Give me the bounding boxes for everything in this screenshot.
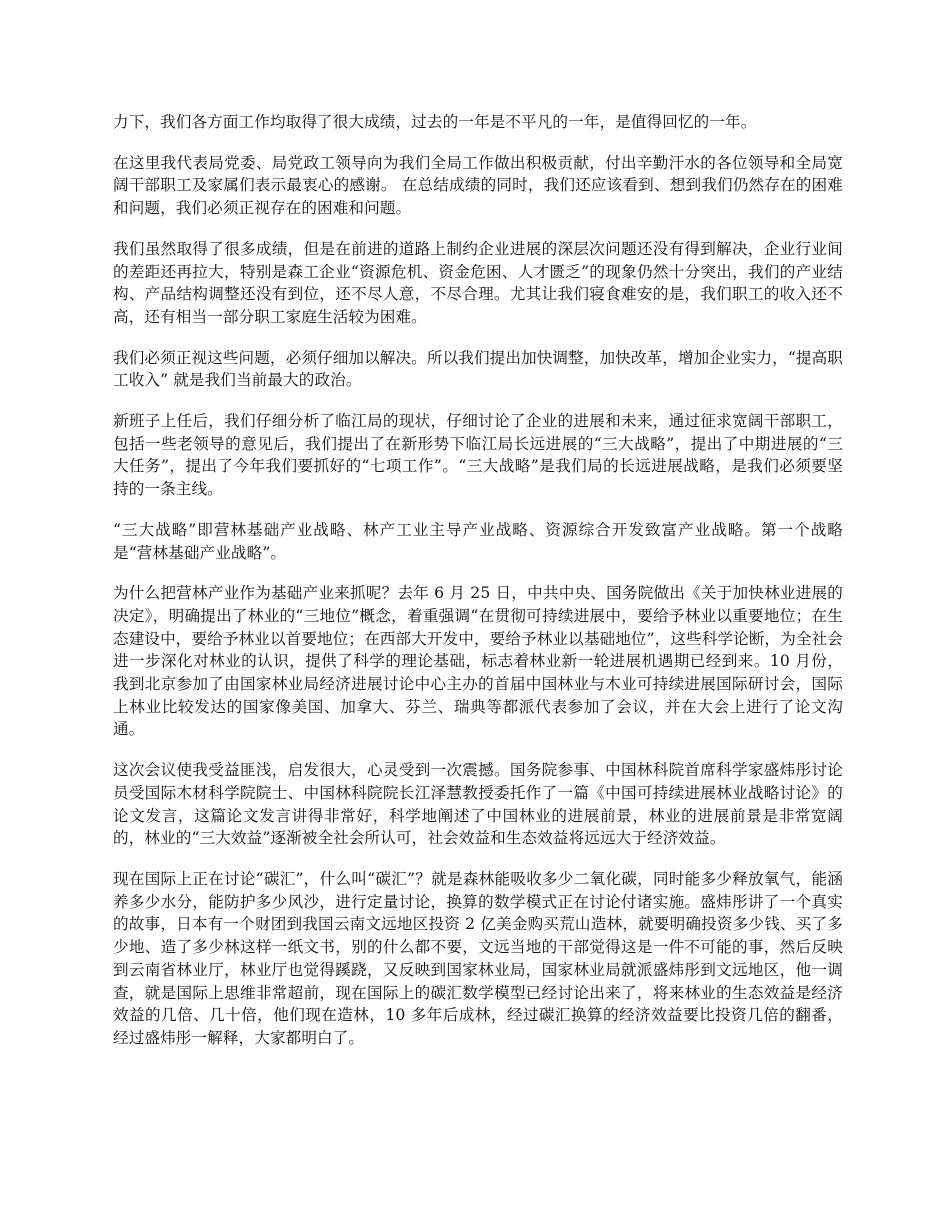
paragraph-3: 我们虽然取得了很多成绩，但是在前进的道路上制约企业进展的深层次问题还没有得到解决，企业行业间的差距还再拉大，特别是森工企业“资源危机、资金危困、人才匮乏”的现象仍然十分突出，我们的产业结构、产品结构调整还没有到位，还不尽人意，不尽合理。尤其让我们寝食难安的是，我们职工的收入还不高，还有相当一部分职工家庭生活较为困难。: [113, 239, 843, 326]
paragraph-6: “三大战略”即营林基础产业战略、林产工业主导产业战略、资源综合开发致富产业战略。第一个战略是“营林基础产业战略”。: [113, 520, 843, 562]
paragraph-4: 我们必须正视这些问题，必须仔细加以解决。所以我们提出加快调整，加快改革，增加企业实力，“提高职工收入” 就是我们当前最大的政治。: [113, 348, 843, 390]
paragraph-5: 新班子上任后，我们仔细分析了临江局的现状，仔细讨论了企业的进展和未来，通过征求宽阔干部职工，包括一些老领导的意见后，我们提出了在新形势下临江局长远进展的“三大战略”，提出了中期进展的“三大任务”，提出了今年我们要抓好的“七项工作”。“三大战略”是我们局的长远进展战略，是我们必须要坚持的一条主线。: [113, 412, 843, 499]
paragraph-9: 现在国际上正在讨论“碳汇”，什么叫“碳汇”？就是森林能吸收多少二氧化碳，同时能多少释放氧气，能涵养多少水分，能防护多少风沙，进行定量讨论，换算的数学模式正在讨论付诸实施。盛炜彤讲了一个真实的故事，日本有一个财团到我国云南文远地区投资 2 亿美金购买荒山造林，就要明确投资多少钱、买了多少地、造了多少林这样一纸文书，别的什么都不要，文远当地的干部觉得这是一件不可能的事，然后反映到云南省林业厅，林业厅也觉得蹊跷，又反映到国家林业局，国家林业局就派盛炜彤到文远地区，他一调查，就是国际上思维非常超前，现在国际上的碳汇数学模型已经讨论出来了，将来林业的生态效益是经济效益的几倍、几十倍，他们现在造林，10 多年后成林，经过碳汇换算的经济效益要比投资几倍的翻番，经过盛炜彤一解释，大家都明白了。: [113, 869, 843, 1047]
paragraph-7: 为什么把营林产业作为基础产业来抓呢？去年 6 月 25 日，中共中央、国务院做出《关于加快林业进展的决定》，明确提出了林业的“三地位”概念，着重强调“在贯彻可持续进展中，要给予林业以重要地位；在生态建设中，要给予林业以首要地位；在西部大开发中，要给予林业以基础地位”，这些科学论断，为全社会进一步深化对林业的认识，提供了科学的理论基础，标志着林业新一轮进展机遇期已经到来。10 月份，我到北京参加了由国家林业局经济进展讨论中心主办的首届中国林业与木业可持续进展国际研讨会，国际上林业比较发达的国家像美国、加拿大、芬兰、瑞典等都派代表参加了会议，并在大会上进行了论文沟通。: [113, 584, 843, 739]
paragraph-2: 在这里我代表局党委、局党政工领导向为我们全局工作做出积极贡献，付出辛勤汗水的各位领导和全局宽阔干部职工及家属们表示最衷心的感谢。 在总结成绩的同时，我们还应该看到、想到我们仍然存在的困难和问题，我们必须正视存在的困难和问题。: [113, 153, 843, 218]
paragraph-1: 力下，我们各方面工作均取得了很大成绩，过去的一年是不平凡的一年，是值得回忆的一年。: [113, 113, 757, 131]
paragraph-8: 这次会议使我受益匪浅，启发很大，心灵受到一次震撼。国务院参事、中国林科院首席科学家盛炜彤讨论员受国际木材科学院院士、中国林科院院长江泽慧教授委托作了一篇《中国可持续进展林业战略讨论》的论文发言，这篇论文发言讲得非常好，科学地阐述了中国林业的进展前景，林业的进展前景是非常宽阔的，林业的“三大效益”逐渐被全社会所认可，社会效益和生态效益将远远大于经济效益。: [113, 761, 843, 848]
document-body: [113, 111, 843, 1068]
